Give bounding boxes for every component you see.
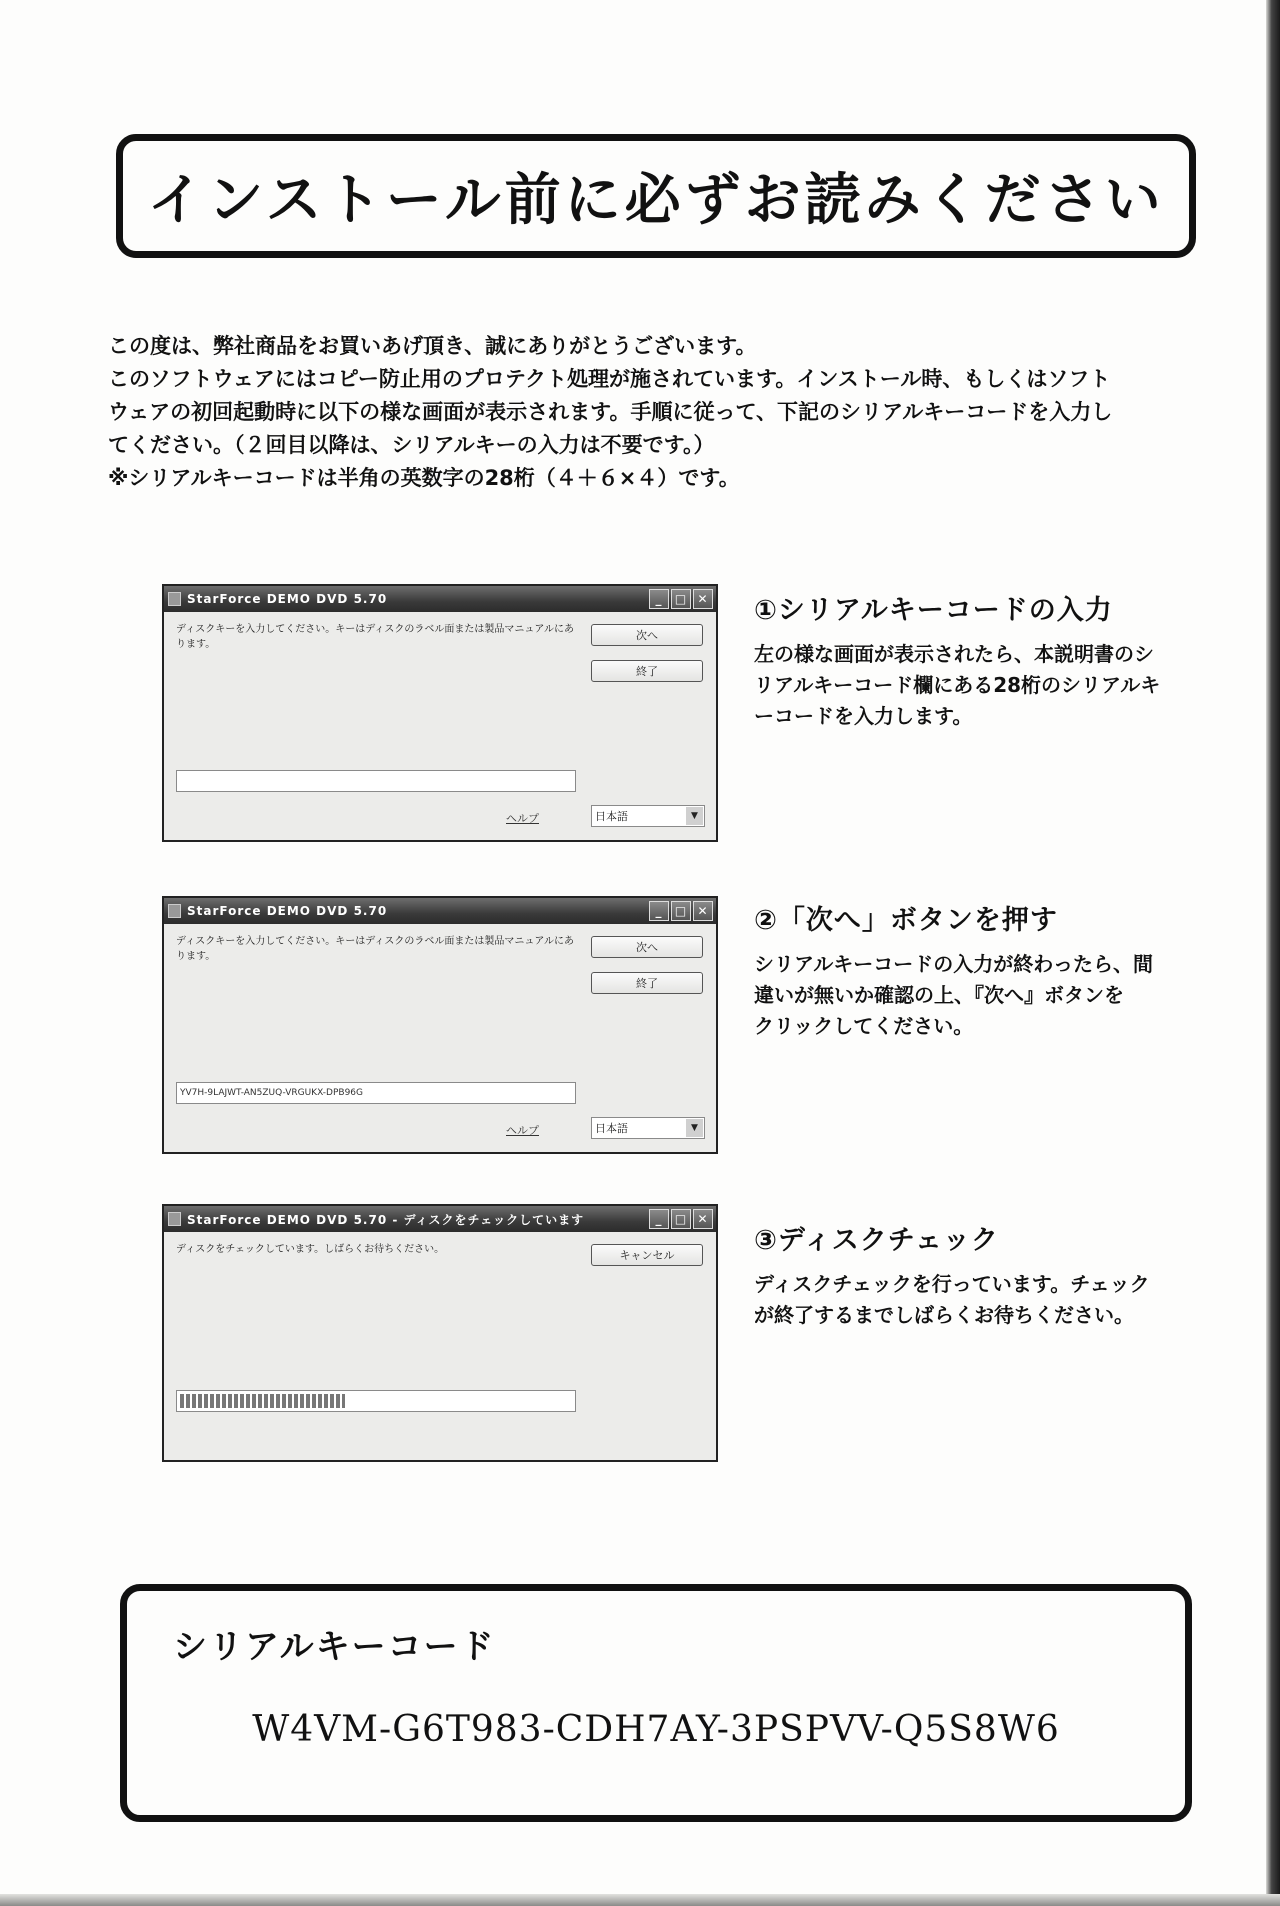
window-message: ディスクキーを入力してください。キーはディスクのラベル面または製品マニュアルにあります。: [176, 936, 574, 962]
step-heading: ③ディスクチェック: [754, 1225, 999, 1256]
exit-button[interactable]: 終了: [591, 660, 703, 682]
step-line: ーコードを入力します。: [754, 704, 973, 728]
window-title: StarForce DEMO DVD 5.70 - ディスクをチェックしています: [187, 1212, 585, 1227]
chevron-down-icon[interactable]: ▼: [686, 807, 703, 825]
step-line: シリアルキーコードの入力が終わったら、間: [754, 952, 1153, 976]
window-title: StarForce DEMO DVD 5.70: [187, 592, 388, 606]
intro-line: ウェアの初回起動時に以下の様な画面が表示されます。手順に従って、下記のシリアルキーコードを入力し: [108, 400, 1113, 424]
step-line: リアルキーコード欄にある28桁のシリアルキ: [754, 673, 1161, 697]
minimize-icon[interactable]: _: [649, 589, 669, 609]
window-message: ディスクをチェックしています。しばらくお待ちください。: [176, 1244, 445, 1255]
exit-button[interactable]: 終了: [591, 972, 703, 994]
step-2: [754, 898, 1224, 1042]
progress-fill: [180, 1394, 345, 1408]
language-value: 日本語: [595, 1122, 628, 1135]
app-icon: [168, 904, 181, 918]
serial-key-code: W4VM-G6T983-CDH7AY-3PSPVV-Q5S8W6: [252, 1709, 1060, 1750]
step-line: 左の様な画面が表示されたら、本説明書のシ: [754, 642, 1154, 666]
serial-key-box: [120, 1584, 1192, 1822]
help-link[interactable]: ヘルプ: [506, 1124, 539, 1137]
step-line: ディスクチェックを行っています。チェック: [754, 1272, 1150, 1296]
step-heading: ①シリアルキーコードの入力: [754, 595, 1113, 626]
step-line: が終了するまでしばらくお待ちください。: [754, 1303, 1134, 1327]
intro-line: この度は、弊社商品をお買いあげ頂き、誠にありがとうございます。: [108, 334, 757, 358]
step-heading: ②「次へ」ボタンを押す: [754, 905, 1058, 936]
window-titlebar: [164, 586, 716, 612]
window-title: StarForce DEMO DVD 5.70: [187, 904, 388, 918]
app-icon: [168, 592, 181, 606]
scan-edge-bottom: [0, 1894, 1280, 1906]
close-icon[interactable]: ✕: [693, 1209, 713, 1229]
step-3: [754, 1218, 1224, 1331]
window-message: ディスクキーを入力してください。キーはディスクのラベル面または製品マニュアルにあります。: [176, 624, 574, 650]
intro-line: ※シリアルキーコードは半角の英数字の28桁（４＋６×４）です。: [108, 466, 740, 490]
help-link[interactable]: ヘルプ: [506, 812, 539, 825]
starforce-window-enter-key: [162, 584, 718, 842]
minimize-icon[interactable]: _: [649, 901, 669, 921]
close-icon[interactable]: ✕: [693, 589, 713, 609]
serial-key-label: シリアルキーコード: [173, 1627, 496, 1667]
scan-edge-right: [1266, 0, 1280, 1906]
app-icon: [168, 1212, 181, 1226]
next-button[interactable]: 次へ: [591, 624, 703, 646]
chevron-down-icon[interactable]: ▼: [686, 1119, 703, 1137]
starforce-window-disk-check: [162, 1204, 718, 1462]
minimize-icon[interactable]: _: [649, 1209, 669, 1229]
language-select[interactable]: [591, 1117, 705, 1139]
intro-line: このソフトウェアにはコピー防止用のプロテクト処理が施されています。インストール時、もしくはソフト: [108, 367, 1111, 391]
next-button[interactable]: 次へ: [591, 936, 703, 958]
step-line: 違いが無いか確認の上、『次へ』ボタンを: [754, 983, 1124, 1007]
cancel-button[interactable]: キャンセル: [591, 1244, 703, 1266]
language-select[interactable]: [591, 805, 705, 827]
window-titlebar: [164, 1206, 716, 1232]
disk-check-progress-bar: [176, 1390, 576, 1412]
window-titlebar: [164, 898, 716, 924]
language-value: 日本語: [595, 810, 628, 823]
title-box: [116, 134, 1196, 258]
intro-line: てください。（２回目以降は、シリアルキーの入力は不要です。）: [108, 433, 715, 457]
maximize-icon[interactable]: □: [671, 589, 691, 609]
serial-key-input[interactable]: [176, 770, 576, 792]
step-1: [754, 588, 1224, 732]
maximize-icon[interactable]: □: [671, 1209, 691, 1229]
maximize-icon[interactable]: □: [671, 901, 691, 921]
close-icon[interactable]: ✕: [693, 901, 713, 921]
intro-text: [108, 330, 1218, 495]
serial-key-input[interactable]: YV7H-9LAJWT-AN5ZUQ-VRGUKX-DPB96G: [176, 1082, 576, 1104]
step-line: クリックしてください。: [754, 1014, 974, 1038]
page-title: インストール前に必ずお読みください: [147, 168, 1165, 233]
starforce-window-key-entered: [162, 896, 718, 1154]
